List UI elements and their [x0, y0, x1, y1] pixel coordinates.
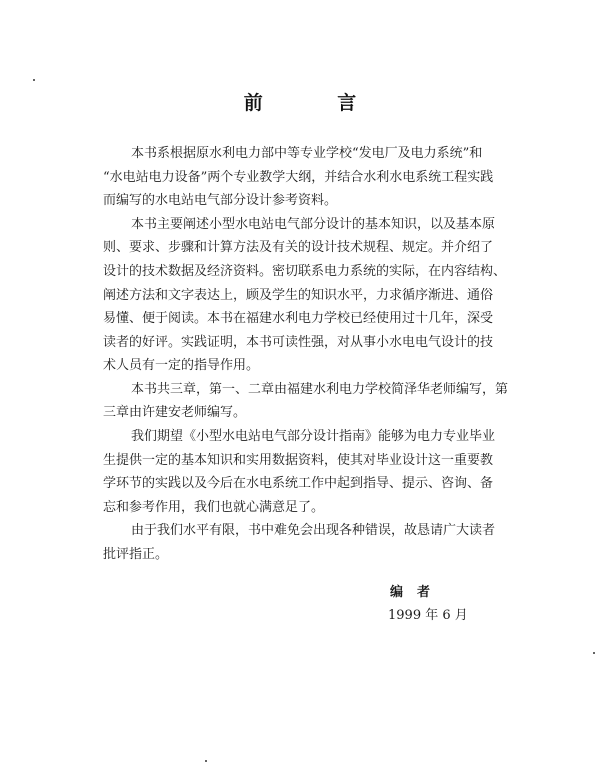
text-line: 易懂、便于阅读。本书在福建水利电力学校已经使用过十几年，深受 — [103, 311, 494, 326]
signature-date: 1999 年 6 月 — [388, 608, 468, 623]
text-line: 我们期望《小型水电站电气部分设计指南》能够为电力专业毕业 — [131, 429, 496, 444]
text-line: 本书主要阐述小型水电站电气部分设计的基本知识，以及基本原 — [131, 217, 496, 232]
text-line: 而编写的水电站电气部分设计参考资料。 — [103, 193, 338, 208]
scan-speck — [593, 652, 595, 654]
page-title: 前 言 — [243, 92, 391, 114]
author-signature: 编者 — [390, 585, 445, 600]
text-line: 生提供一定的基本知识和实用数据资料，使其对毕业设计这一重要教 — [103, 453, 494, 468]
text-line: 阐述方法和文字表达上，顾及学生的知识水平，力求循序渐进、通俗 — [103, 288, 494, 303]
text-line: 由于我们水平有限，书中难免会出现各种错误，故恳请广大读者 — [131, 523, 496, 538]
text-line: 忘和参考作用，我们也就心满意足了。 — [103, 500, 325, 515]
text-line: 三章由许建安老师编写。 — [103, 405, 247, 420]
text-line: 学环节的实践以及今后在水电系统工作中起到指导、提示、咨询、备 — [103, 476, 494, 491]
text-line: 本书共三章，第一、二章由福建水利电力学校简泽华老师编写，第 — [131, 382, 509, 397]
text-line: 设计的技术数据及经济资料。密切联系电力系统的实际，在内容结构、 — [103, 264, 507, 279]
scan-speck — [33, 79, 35, 81]
text-line: 本书系根据原水利电力部中等专业学校“发电厂及电力系统”和 — [131, 146, 483, 161]
text-line: 术人员有一定的指导作用。 — [103, 358, 260, 373]
text-line: “水电站电力设备”两个专业教学大纲，并结合水利水电系统工程实践 — [103, 170, 494, 185]
text-line: 读者的好评。实践证明，本书可读性强，对从事小水电电气设计的技 — [103, 335, 494, 350]
scan-speck — [205, 760, 207, 762]
text-line: 批评指正。 — [103, 547, 169, 562]
text-line: 则、要求、步骤和计算方法及有关的设计技术规程、规定。并介绍了 — [103, 240, 494, 255]
